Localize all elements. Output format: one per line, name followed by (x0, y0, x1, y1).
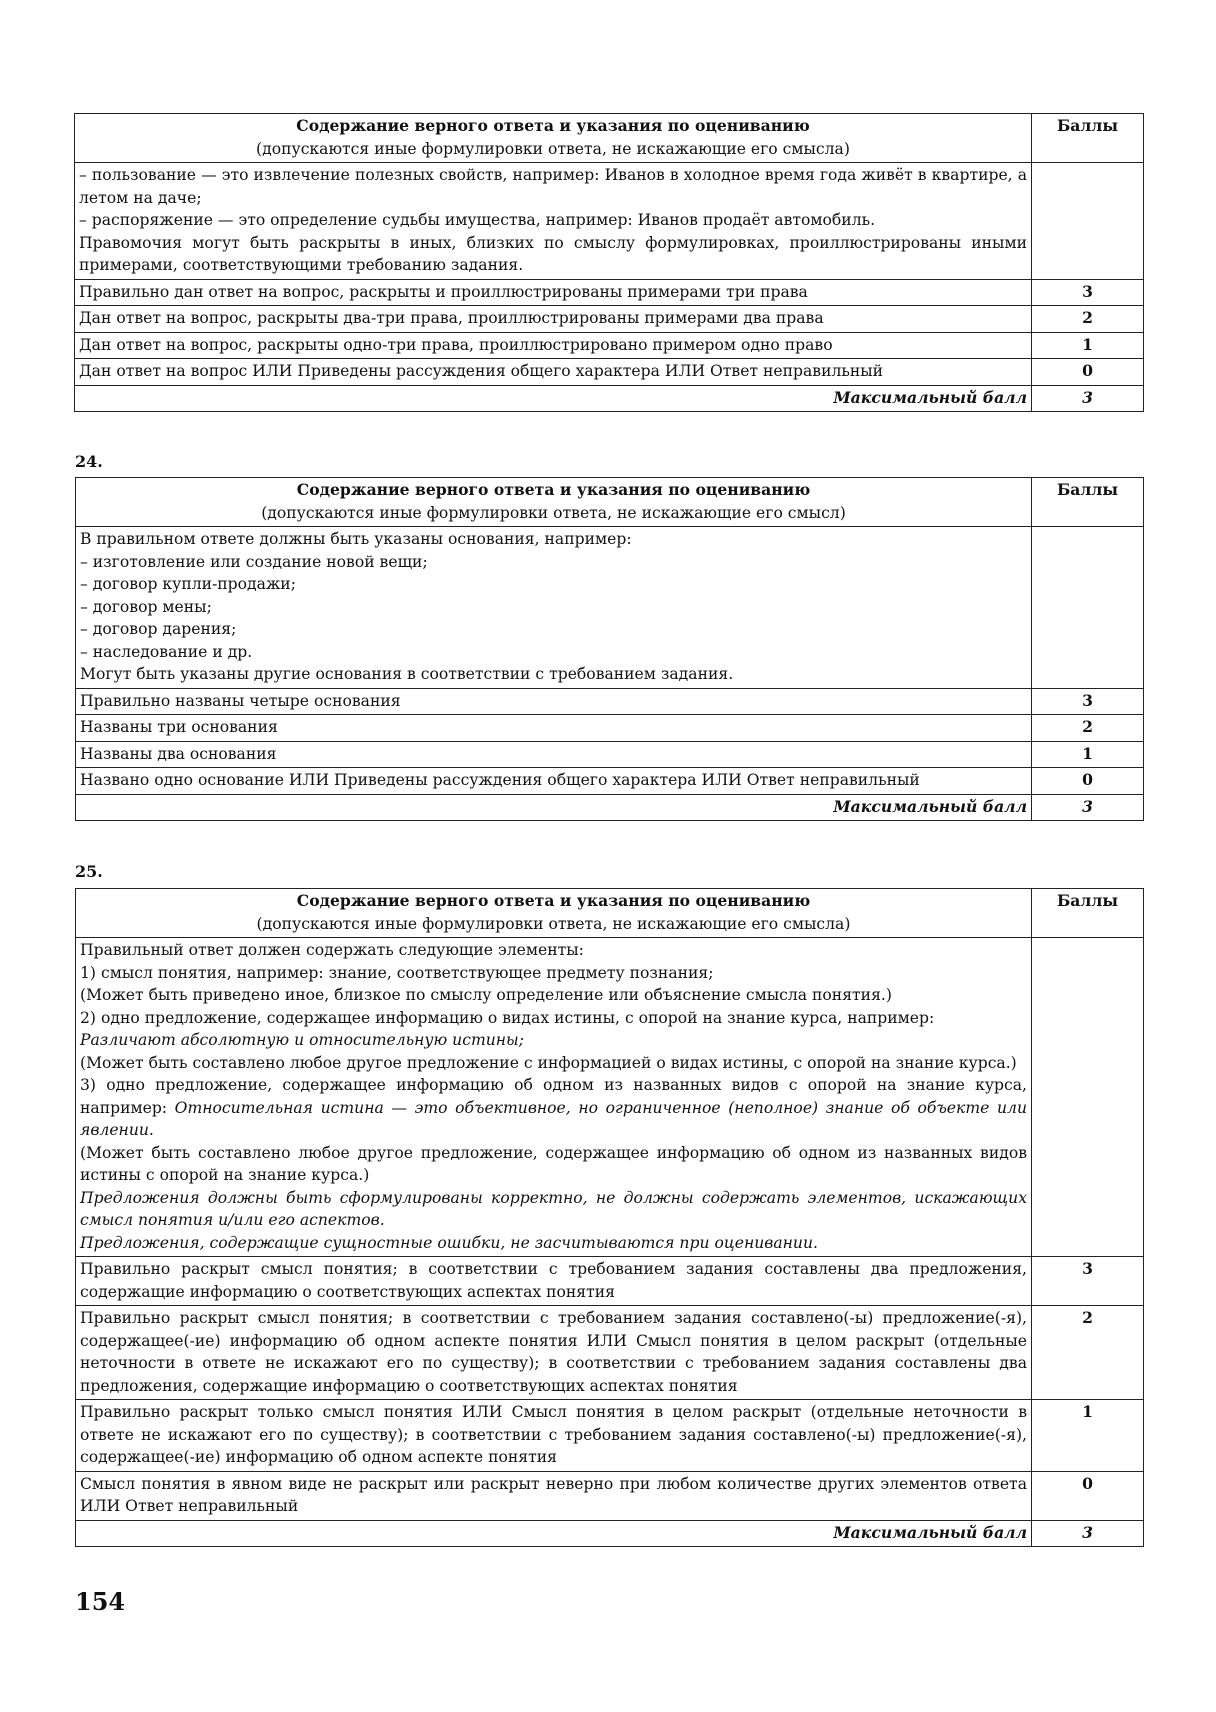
criteria-row (76, 1400, 1144, 1472)
max-score-row (76, 794, 1144, 821)
criteria-score: 2 (1032, 306, 1144, 333)
criteria-row (76, 768, 1144, 795)
score-header: Баллы (1032, 889, 1144, 938)
content-line: В правильном ответе должны быть указаны основания, например: (80, 530, 632, 548)
criteria-text: Правильно раскрыт смысл понятия; в соответствии с требованием задания составлено(-ы) предложение(-я), содержащее(-ие) информацию об одном аспекте понятия ИЛИ Смысл понятия в целом раскрыт (отдельные неточности в ответе не искажают его по существу); в соответствии с требованием задания составлены два предложения, содержащие информацию о соответствующих аспектах понятия (76, 1306, 1032, 1400)
criteria-row (76, 1306, 1144, 1400)
header-title: Содержание верного ответа и указания по оцениванию (296, 116, 810, 135)
content-line: Могут быть указаны другие основания в соответствии с требованием задания. (80, 665, 734, 683)
header-subtitle: (допускаются иные формулировки ответа, не искажающие его смысла) (256, 914, 851, 933)
criteria-text: Дан ответ на вопрос, раскрыты одно-три права, проиллюстрировано примером одно право (75, 332, 1032, 359)
criteria-score: 3 (1032, 279, 1144, 306)
criteria-row (75, 359, 1144, 386)
criteria-score: 1 (1032, 1400, 1144, 1472)
criteria-score: 0 (1032, 1471, 1144, 1520)
header-title: Содержание верного ответа и указания по оцениванию (296, 480, 811, 499)
criteria-score: 1 (1032, 741, 1144, 768)
max-score-label: Максимальный балл (76, 794, 1032, 821)
criteria-row (76, 715, 1144, 742)
content-text: 3) одно предложение, содержащее информацию об одном из названных видов с опорой на знание курса, например: (80, 1076, 1027, 1117)
content-line: (Может быть приведено иное, близкое по смыслу определение или объяснение смысла понятия.) (80, 986, 892, 1004)
content-line: – договор мены; (80, 597, 212, 616)
content-line: (Может быть составлено любое другое предложение, содержащее информацию об одном из названных видов истины с опорой на знание курса.) (80, 1143, 1027, 1184)
content-line: – пользование — это извлечение полезных свойств, например: Иванов в холодное время года живёт в квартире, а летом на даче; (79, 166, 1027, 207)
criteria-score: 2 (1032, 715, 1144, 742)
table-header (75, 114, 1032, 163)
content-line: – изготовление или создание новой вещи; (80, 552, 428, 571)
content-line: – договор дарения; (80, 620, 237, 638)
criteria-row (76, 1471, 1144, 1520)
answer-table-24 (75, 477, 1144, 821)
criteria-text: Смысл понятия в явном виде не раскрыт или раскрыт неверно при любом количестве других элементов ответа ИЛИ Ответ неправильный (76, 1471, 1032, 1520)
score-header: Баллы (1032, 478, 1144, 527)
criteria-score: 0 (1032, 768, 1144, 795)
section-number-24: 24. (75, 452, 103, 471)
max-score-value: 3 (1032, 794, 1144, 821)
section-number-25: 25. (75, 862, 103, 881)
max-score-row (76, 1520, 1144, 1547)
header-subtitle: (допускаются иные формулировки ответа, не искажающие его смысла) (256, 139, 850, 158)
max-score-label: Максимальный балл (75, 385, 1032, 412)
criteria-row (76, 741, 1144, 768)
criteria-text: Дан ответ на вопрос, раскрыты два-три права, проиллюстрированы примерами два права (75, 306, 1032, 333)
answer-table-23 (74, 113, 1144, 412)
content-line: (Может быть составлено любое другое предложение с информацией о видах истины, с опорой на знание курса.) (80, 1053, 1017, 1072)
page-number: 154 (75, 1587, 126, 1616)
content-line: – наследование и др. (80, 642, 253, 661)
score-header: Баллы (1032, 114, 1144, 163)
criteria-text: Правильно дан ответ на вопрос, раскрыты и проиллюстрированы примерами три права (75, 279, 1032, 306)
criteria-text: Названо одно основание ИЛИ Приведены рассуждения общего характера ИЛИ Ответ неправильный (76, 768, 1032, 795)
content-example: Относительная истина — это объективное, но ограниченное (неполное) знание об объекте или явлении. (80, 1098, 1027, 1139)
content-line: – договор купли-продажи; (80, 575, 296, 593)
criteria-text: Правильно названы четыре основания (76, 688, 1032, 715)
criteria-score: 0 (1032, 359, 1144, 386)
criteria-text: Правильно раскрыт смысл понятия; в соответствии с требованием задания составлены два предложения, содержащие информацию о соответствующих аспектах понятия (76, 1257, 1032, 1306)
criteria-row (75, 306, 1144, 333)
criteria-score: 1 (1032, 332, 1144, 359)
criteria-row (76, 688, 1144, 715)
criteria-text: Правильно раскрыт только смысл понятия ИЛИ Смысл понятия в целом раскрыт (отдельные неточности в ответе не искажают его по существу); в соответствии с требованием задания составлено(-ы) предложение(-я), содержащее(-ие) информацию об одном аспекте понятия (76, 1400, 1032, 1472)
criteria-text: Названы два основания (76, 741, 1032, 768)
criteria-score: 3 (1032, 688, 1144, 715)
header-subtitle: (допускаются иные формулировки ответа, не искажающие его смысл) (261, 503, 846, 522)
max-score-value: 3 (1032, 1520, 1144, 1547)
content-line: Правомочия могут быть раскрыты в иных, близких по смыслу формулировках, проиллюстрированы иными примерами, соответствующими требованию задания. (79, 233, 1027, 274)
content-line: Правильный ответ должен содержать следующие элементы: (80, 941, 584, 959)
criteria-row (75, 279, 1144, 306)
table-header (76, 889, 1032, 938)
content-line: Предложения должны быть сформулированы корректно, не должны содержать элементов, искажающих смысл понятия и/или его аспектов. (80, 1188, 1027, 1229)
content-line: Предложения, содержащие сущностные ошибки, не засчитываются при оценивании. (80, 1233, 818, 1252)
criteria-score: 2 (1032, 1306, 1144, 1400)
answer-table-25 (75, 888, 1144, 1547)
criteria-row (75, 332, 1144, 359)
header-title: Содержание верного ответа и указания по оцениванию (296, 891, 811, 910)
content-row (75, 163, 1144, 280)
max-score-row (75, 385, 1144, 412)
content-line: 2) одно предложение, содержащее информацию о видах истины, с опорой на знание курса, например: (80, 1008, 935, 1027)
criteria-text: Дан ответ на вопрос ИЛИ Приведены рассуждения общего характера ИЛИ Ответ неправильный (75, 359, 1032, 386)
criteria-text: Названы три основания (76, 715, 1032, 742)
content-line: – распоряжение — это определение судьбы имущества, например: Иванов продаёт автомобиль. (79, 211, 876, 229)
max-score-label: Максимальный балл (76, 1520, 1032, 1547)
content-line: Различают абсолютную и относительную истины; (80, 1031, 524, 1049)
criteria-row (76, 1257, 1144, 1306)
content-line: 1) смысл понятия, например: знание, соответствующее предмету познания; (80, 963, 714, 982)
criteria-score: 3 (1032, 1257, 1144, 1306)
content-row (76, 938, 1144, 1257)
content-row (76, 527, 1144, 689)
content-line (80, 1074, 1027, 1142)
max-score-value: 3 (1032, 385, 1144, 412)
table-header (76, 478, 1032, 527)
